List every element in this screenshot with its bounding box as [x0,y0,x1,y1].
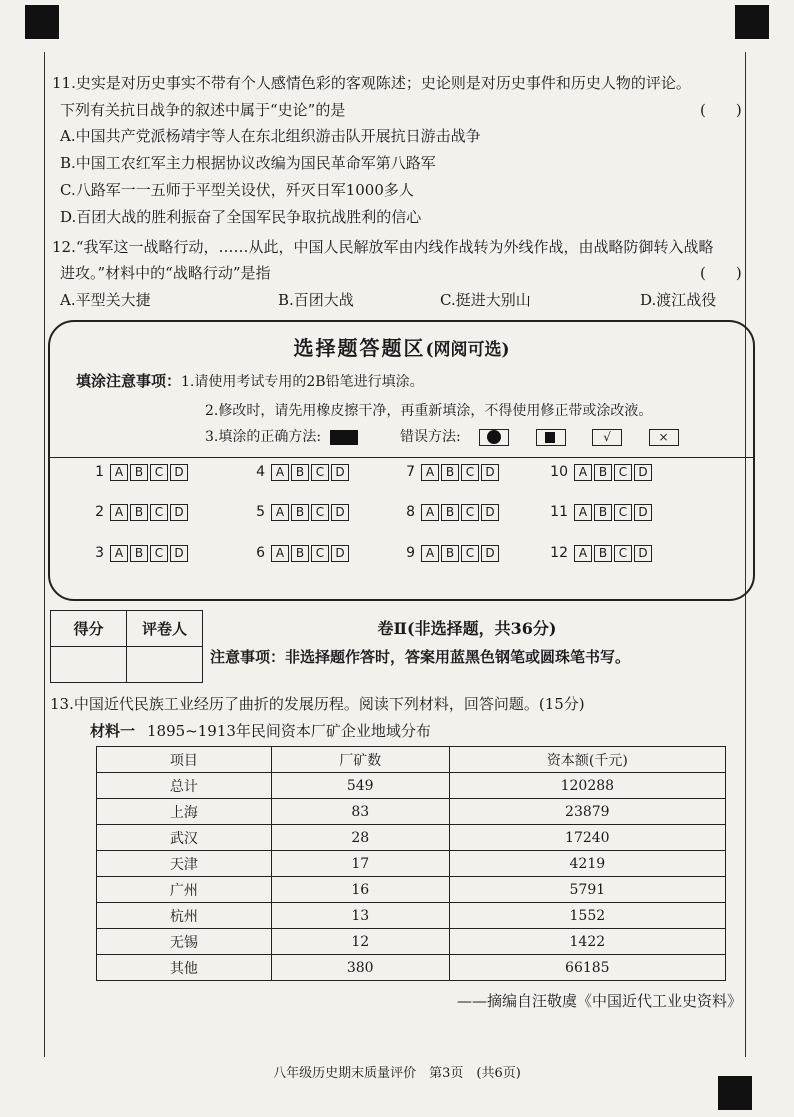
row-capital: 120288 [449,773,725,799]
row-capital: 1552 [449,903,725,929]
answer-bubble-7-d[interactable]: D [481,464,499,481]
q12-option-c: C.挺进大别山 [440,291,531,309]
table-row [97,799,726,825]
answer-bubble-6-d[interactable]: D [331,545,349,562]
answer-sheet-title-note: (网阅可选) [425,340,510,360]
question-number: 3 [95,545,104,561]
fill-note-2: 2.修改时，请先用橡皮擦干净，再重新填涂，不得使用修正带或涂改液。 [205,403,653,419]
row-count: 12 [271,929,449,955]
part2-note: 注意事项：非选择题作答时，答案用蓝黑色钢笔或圆珠笔书写。 [210,648,631,666]
material1-label: 材料一 [90,722,136,740]
wrong-method-label: 错误方法: [399,429,461,445]
wrong-fill-cross-example: × [649,429,679,446]
row-capital: 17240 [449,825,725,851]
answer-bubble-10-c[interactable]: C [614,464,632,481]
question-number: 1 [95,464,104,480]
answer-bubble-5-b[interactable]: B [291,504,309,521]
grader-cell[interactable] [127,647,203,683]
wrong-fill-circle-example [479,429,509,446]
answer-bubble-2-c[interactable]: C [150,504,168,521]
answer-sheet-divider [50,457,753,458]
wrong-fill-partial-example [536,429,566,446]
answer-question-3 [84,545,190,562]
table-row [97,773,726,799]
answer-bubble-4-a[interactable]: A [271,464,289,481]
answer-bubble-2-a[interactable]: A [110,504,128,521]
q13-stem: 13.中国近代民族工业经历了曲折的发展历程。阅读下列材料，回答问题。(15分) [50,695,585,713]
question-number: 8 [406,504,415,520]
question-number: 2 [95,504,104,520]
answer-bubble-11-d[interactable]: D [634,504,652,521]
answer-bubble-8-a[interactable]: A [421,504,439,521]
answer-bubble-9-b[interactable]: B [441,545,459,562]
answer-question-2 [84,504,190,521]
answer-bubble-10-b[interactable]: B [594,464,612,481]
fill-note-3: 3.填涂的正确方法: [205,429,322,445]
answer-bubble-3-b[interactable]: B [130,545,148,562]
table-header-row [97,747,726,773]
answer-bubble-4-d[interactable]: D [331,464,349,481]
row-capital: 4219 [449,851,725,877]
answer-bubble-9-c[interactable]: C [461,545,479,562]
row-label: 广州 [97,877,272,903]
answer-bubble-10-a[interactable]: A [574,464,592,481]
answer-sheet-title-text: 选择题答题区 [293,336,426,360]
answer-bubble-12-c[interactable]: C [614,545,632,562]
question-number: 7 [406,464,415,480]
material1-heading [90,720,431,741]
row-label: 武汉 [97,825,272,851]
score-header: 得分 [51,611,127,647]
question-number: 5 [256,504,265,520]
question-number: 9 [406,545,415,561]
answer-bubble-5-a[interactable]: A [271,504,289,521]
table-row [97,877,726,903]
question-number: 4 [256,464,265,480]
question-number: 10 [550,464,568,480]
row-label: 其他 [97,955,272,981]
q11-stem-line2: 下列有关抗日战争的叙述中属于“史论”的是 [60,101,346,119]
row-label: 无锡 [97,929,272,955]
q11-option-c: C.八路军一一五师于平型关设伏，歼灭日军1000多人 [60,181,414,199]
answer-bubble-5-c[interactable]: C [311,504,329,521]
answer-bubble-12-d[interactable]: D [634,545,652,562]
answer-bubble-8-d[interactable]: D [481,504,499,521]
fill-instructions-line3 [205,426,679,446]
row-label: 杭州 [97,903,272,929]
row-capital: 1422 [449,929,725,955]
answer-bubble-11-c[interactable]: C [614,504,632,521]
answer-question-8 [395,504,501,521]
answer-question-12 [548,545,654,562]
answer-bubble-3-d[interactable]: D [170,545,188,562]
table-row [97,955,726,981]
answer-bubble-7-c[interactable]: C [461,464,479,481]
q11-option-a: A.中国共产党派杨靖宇等人在东北组织游击队开展抗日游击战争 [60,127,481,145]
answer-question-1 [84,464,190,481]
answer-question-7 [395,464,501,481]
answer-bubble-7-b[interactable]: B [441,464,459,481]
q12-option-a: A.平型关大捷 [60,291,151,309]
wrong-fill-check-example: √ [592,429,622,446]
header-item: 项目 [97,747,272,773]
q11-stem-line1: 11.史实是对历史事实不带有个人感情色彩的客观陈述；史论则是对历史事件和历史人物的评论。 [52,74,691,92]
answer-question-10 [548,464,654,481]
q12-option-b: B.百团大战 [278,291,354,309]
header-factory-count: 厂矿数 [271,747,449,773]
answer-bubble-1-a[interactable]: A [110,464,128,481]
answer-bubble-6-c[interactable]: C [311,545,329,562]
row-count: 28 [271,825,449,851]
q12-option-d: D.渡江战役 [640,291,717,309]
table-row [97,825,726,851]
row-count: 83 [271,799,449,825]
material1-title: 1895~1913年民间资本厂矿企业地域分布 [147,722,431,740]
answer-bubble-9-d[interactable]: D [481,545,499,562]
table-row [97,903,726,929]
partial-fill-icon [545,432,555,443]
grader-header: 评卷人 [127,611,203,647]
answer-bubble-11-b[interactable]: B [594,504,612,521]
answer-bubble-1-d[interactable]: D [170,464,188,481]
row-label: 上海 [97,799,272,825]
answer-bubble-5-d[interactable]: D [331,504,349,521]
row-label: 总计 [97,773,272,799]
answer-bubble-10-d[interactable]: D [634,464,652,481]
filled-circle-icon [487,430,501,444]
question-number: 12 [550,545,568,561]
table-row [97,851,726,877]
row-label: 天津 [97,851,272,877]
table-row [97,929,726,955]
answer-bubble-6-b[interactable]: B [291,545,309,562]
page-footer: 八年级历史期末质量评价 第3页 (共6页) [273,1066,521,1081]
question-number: 11 [550,504,568,520]
answer-sheet [48,320,755,601]
answer-bubble-8-b[interactable]: B [441,504,459,521]
answer-bubble-11-a[interactable]: A [574,504,592,521]
answer-bubble-7-a[interactable]: A [421,464,439,481]
answer-question-4 [245,464,351,481]
q12-answer-paren: ( ) [700,264,742,282]
row-count: 16 [271,877,449,903]
row-capital: 23879 [449,799,725,825]
answer-bubble-12-b[interactable]: B [594,545,612,562]
answer-question-11 [548,504,654,521]
enterprise-distribution-table [96,746,726,981]
q11-option-b: B.中国工农红军主力根据协议改编为国民革命军第八路军 [60,154,436,172]
q11-option-d: D.百团大战的胜利振奋了全国军民争取抗战胜利的信心 [60,208,422,226]
fill-note-1: 1.请使用考试专用的2B铅笔进行填涂。 [181,374,424,390]
answer-bubble-12-a[interactable]: A [574,545,592,562]
answer-question-9 [395,545,501,562]
material-source: ——摘编自汪敬虞《中国近代工业史资料》 [456,992,742,1010]
q12-stem-line2: 进攻。”材料中的“战略行动”是指 [60,264,271,282]
header-capital: 资本额(千元) [449,747,725,773]
registration-mark-top-left [25,5,59,39]
fill-instructions-head: 填涂注意事项： [76,372,182,390]
fill-instructions-line1 [76,370,424,391]
row-count: 13 [271,903,449,929]
answer-bubble-2-d[interactable]: D [170,504,188,521]
answer-question-5 [245,504,351,521]
answer-bubble-4-c[interactable]: C [311,464,329,481]
question-number: 6 [256,545,265,561]
registration-mark-top-right [735,5,769,39]
row-count: 380 [271,955,449,981]
row-count: 17 [271,851,449,877]
answer-bubble-2-b[interactable]: B [130,504,148,521]
answer-bubble-1-c[interactable]: C [150,464,168,481]
row-count: 549 [271,773,449,799]
part2-title: 卷Ⅱ(非选择题，共36分) [377,619,557,638]
q12-stem-line1: 12.“我军这一战略行动，……从此，中国人民解放军由内线作战转为外线作战，由战略防御转入战略 [52,238,714,256]
row-capital: 66185 [449,955,725,981]
registration-mark-bottom-right [718,1076,752,1110]
correct-fill-example [330,430,358,445]
answer-bubble-6-a[interactable]: A [271,545,289,562]
answer-question-6 [245,545,351,562]
answer-bubble-9-a[interactable]: A [421,545,439,562]
score-cell[interactable] [51,647,127,683]
answer-bubble-4-b[interactable]: B [291,464,309,481]
q11-answer-paren: ( ) [700,101,742,119]
answer-bubble-1-b[interactable]: B [130,464,148,481]
row-capital: 5791 [449,877,725,903]
answer-bubble-3-c[interactable]: C [150,545,168,562]
answer-sheet-title [50,332,753,361]
answer-bubble-3-a[interactable]: A [110,545,128,562]
answer-bubble-8-c[interactable]: C [461,504,479,521]
